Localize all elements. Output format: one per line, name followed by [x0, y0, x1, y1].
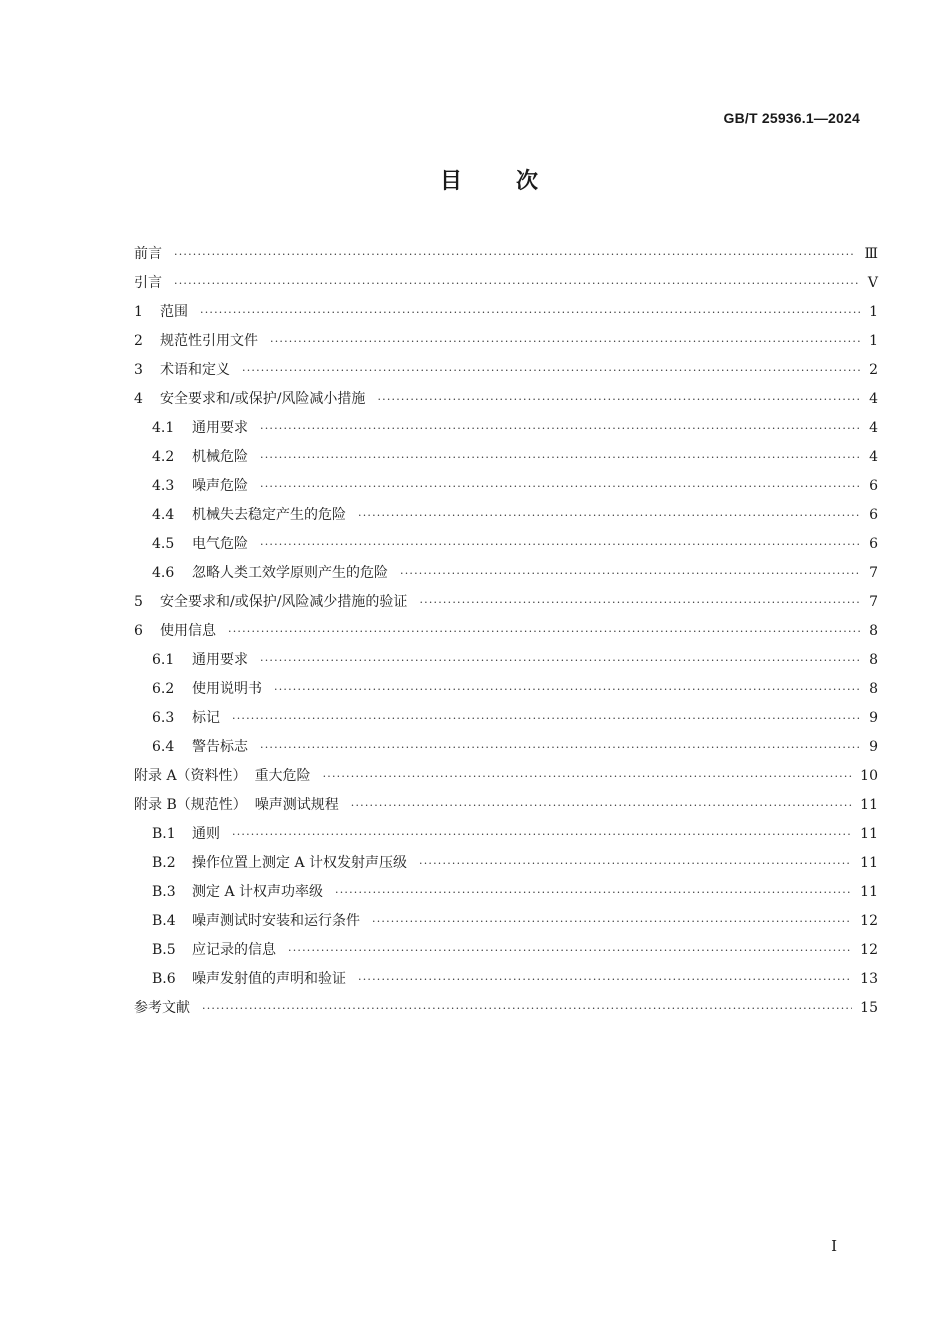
toc-entry-number: 6: [134, 623, 143, 639]
toc-entry-label: 通用要求: [192, 652, 248, 668]
toc-entry-label: 引言: [134, 275, 162, 291]
toc-entry[interactable]: [134, 240, 878, 269]
toc-entry-label: 安全要求和/或保护/风险减少措施的验证: [160, 594, 408, 610]
toc-entry-label: 使用信息: [160, 623, 216, 639]
toc-dot-leader: [260, 414, 860, 443]
toc-entry-page: 4: [869, 391, 878, 407]
toc-entry-page: 6: [869, 536, 878, 552]
toc-entry[interactable]: [134, 530, 878, 559]
toc-entry-number: 1: [134, 304, 143, 320]
toc-entry-page: 9: [869, 710, 878, 726]
toc-entry-label: 操作位置上测定 A 计权发射声压级: [192, 855, 408, 871]
toc-entry-page: Ⅲ: [864, 246, 878, 262]
toc-entry-number: 附录 A（资料性）: [134, 768, 247, 784]
toc-entry-label: 噪声测试时安装和运行条件: [192, 913, 360, 929]
toc-entry[interactable]: [134, 849, 878, 878]
toc-entry-page: 4: [869, 420, 878, 436]
toc-dot-leader: [260, 530, 860, 559]
toc-entry[interactable]: [134, 878, 878, 907]
toc-entry-page: 12: [860, 942, 878, 958]
toc-dot-leader: [242, 356, 860, 385]
toc-dot-leader: [377, 385, 860, 414]
title-char-2: 次: [516, 169, 541, 194]
toc-entry-page: 1: [869, 333, 878, 349]
toc-entry-number: 4.3: [152, 478, 175, 494]
toc-entry-page: 7: [869, 594, 878, 610]
title-char-1: 目: [439, 169, 464, 194]
toc-dot-leader: [400, 559, 860, 588]
toc-dot-leader: [274, 675, 860, 704]
toc-entry-page: 15: [860, 1000, 878, 1016]
toc-entry-label: 术语和定义: [160, 362, 230, 378]
toc-entry[interactable]: [134, 269, 878, 298]
toc-entry-label: 安全要求和/或保护/风险减小措施: [160, 391, 366, 407]
toc-entry-page: 8: [869, 681, 878, 697]
toc-entry-label: 忽略人类工效学原则产生的危险: [192, 565, 388, 581]
toc-entry-number: B.1: [152, 826, 176, 842]
toc-entry-label: 警告标志: [192, 739, 248, 755]
toc-entry-number: 6.4: [152, 739, 175, 755]
table-of-contents: [134, 240, 878, 1023]
toc-entry-page: 1: [869, 304, 878, 320]
toc-entry-page: 13: [860, 971, 878, 987]
toc-entry-label: 应记录的信息: [192, 942, 276, 958]
toc-entry-page: 6: [869, 507, 878, 523]
toc-dot-leader: [372, 907, 852, 936]
toc-entry-label: 噪声发射值的声明和验证: [192, 971, 346, 987]
toc-entry[interactable]: [134, 994, 878, 1023]
toc-entry-label: 规范性引用文件: [160, 333, 258, 349]
toc-entry[interactable]: [134, 559, 878, 588]
toc-entry[interactable]: [134, 472, 878, 501]
toc-entry-label: 噪声测试规程: [254, 797, 339, 813]
toc-entry-page: 7: [869, 565, 878, 581]
toc-entry[interactable]: [134, 327, 878, 356]
toc-entry-number: 3: [134, 362, 143, 378]
toc-entry-label: 重大危险: [254, 768, 311, 784]
toc-entry-label: 机械危险: [192, 449, 248, 465]
toc-entry[interactable]: [134, 646, 878, 675]
toc-entry-number: 2: [134, 333, 143, 349]
toc-entry-page: Ⅴ: [867, 275, 878, 291]
toc-entry[interactable]: [134, 791, 878, 820]
toc-entry-page: 10: [860, 768, 878, 784]
toc-dot-leader: [232, 704, 860, 733]
toc-entry-label: 通则: [192, 826, 220, 842]
toc-entry-page: 2: [869, 362, 878, 378]
toc-entry[interactable]: [134, 704, 878, 733]
toc-entry[interactable]: [134, 965, 878, 994]
toc-entry-page: 6: [869, 478, 878, 494]
toc-dot-leader: [202, 994, 852, 1023]
toc-entry[interactable]: [134, 356, 878, 385]
toc-entry-page: 11: [860, 855, 878, 871]
toc-dot-leader: [232, 820, 852, 849]
toc-entry-number: B.2: [152, 855, 176, 871]
toc-entry-page: 11: [860, 884, 878, 900]
toc-entry-label: 范围: [160, 304, 188, 320]
toc-entry[interactable]: [134, 820, 878, 849]
toc-dot-leader: [419, 849, 852, 878]
toc-dot-leader: [228, 617, 860, 646]
toc-entry-page: 4: [869, 449, 878, 465]
toc-dot-leader: [200, 298, 860, 327]
toc-entry[interactable]: [134, 443, 878, 472]
toc-entry[interactable]: [134, 298, 878, 327]
toc-entry-number: 6.2: [152, 681, 175, 697]
toc-dot-leader: [174, 269, 860, 298]
toc-entry-page: 8: [869, 623, 878, 639]
toc-entry[interactable]: [134, 501, 878, 530]
standard-code: GB/T 25936.1—2024: [723, 110, 860, 126]
toc-dot-leader: [260, 646, 860, 675]
toc-dot-leader: [260, 472, 860, 501]
toc-entry-number: B.4: [152, 913, 176, 929]
toc-entry[interactable]: [134, 588, 878, 617]
toc-dot-leader: [288, 936, 852, 965]
toc-dot-leader: [419, 588, 860, 617]
toc-dot-leader: [174, 240, 856, 269]
toc-entry[interactable]: [134, 907, 878, 936]
toc-entry-number: 5: [134, 594, 143, 610]
toc-entry-number: 4.6: [152, 565, 175, 581]
toc-entry-number: 4.5: [152, 536, 175, 552]
toc-entry[interactable]: [134, 675, 878, 704]
toc-entry-number: 6.1: [152, 652, 175, 668]
toc-dot-leader: [358, 965, 852, 994]
toc-dot-leader: [260, 733, 860, 762]
toc-entry-number: 4.4: [152, 507, 175, 523]
toc-entry-page: 9: [869, 739, 878, 755]
toc-entry[interactable]: [134, 936, 878, 965]
toc-dot-leader: [270, 327, 860, 356]
toc-entry-number: 4: [134, 391, 143, 407]
toc-entry-label: 电气危险: [192, 536, 248, 552]
toc-entry-number: 4.2: [152, 449, 175, 465]
toc-entry-label: 测定 A 计权声功率级: [192, 884, 324, 900]
toc-entry[interactable]: [134, 385, 878, 414]
toc-entry-number: 6.3: [152, 710, 175, 726]
toc-entry-label: 参考文献: [134, 1000, 190, 1016]
toc-entry-label: 标记: [192, 710, 220, 726]
toc-dot-leader: [358, 501, 860, 530]
toc-entry-number: B.3: [152, 884, 176, 900]
toc-dot-leader: [335, 878, 852, 907]
page-number: Ⅰ: [831, 1237, 837, 1255]
toc-dot-leader: [323, 762, 853, 791]
toc-entry-number: 4.1: [152, 420, 175, 436]
page-title: [0, 164, 950, 195]
toc-entry-label: 通用要求: [192, 420, 248, 436]
toc-entry[interactable]: [134, 617, 878, 646]
toc-dot-leader: [351, 791, 852, 820]
toc-entry-number: B.6: [152, 971, 176, 987]
toc-entry-page: 12: [860, 913, 878, 929]
toc-entry-label: 机械失去稳定产生的危险: [192, 507, 346, 523]
toc-entry-page: 8: [869, 652, 878, 668]
toc-entry-label: 前言: [134, 246, 162, 262]
toc-entry-page: 11: [860, 797, 878, 813]
toc-entry-label: 使用说明书: [192, 681, 262, 697]
toc-entry-number: B.5: [152, 942, 176, 958]
toc-dot-leader: [260, 443, 860, 472]
toc-entry[interactable]: [134, 762, 878, 791]
toc-entry-page: 11: [860, 826, 878, 842]
toc-entry[interactable]: [134, 733, 878, 762]
toc-entry-number: 附录 B（规范性）: [134, 797, 247, 813]
toc-entry[interactable]: [134, 414, 878, 443]
toc-entry-label: 噪声危险: [192, 478, 248, 494]
